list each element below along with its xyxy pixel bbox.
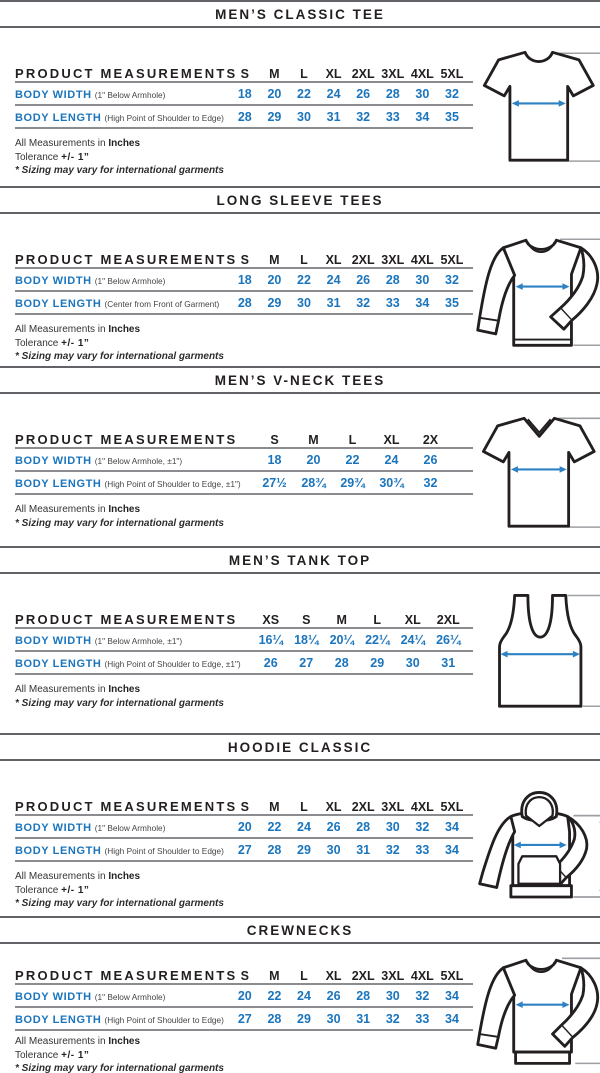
- measurement-value: 26¼: [436, 632, 461, 647]
- measurement-sublabel: (1" Below Armhole): [94, 89, 166, 100]
- measurement-value: 26: [326, 819, 341, 834]
- measurement-value: 28: [267, 842, 282, 857]
- units-note-unit: Inches: [108, 1036, 141, 1047]
- measurement-value: 27: [299, 655, 314, 670]
- size-column-header: L: [300, 800, 308, 814]
- units-note: [15, 1035, 473, 1049]
- measurements-table: [15, 244, 473, 315]
- measurement-label: BODY WIDTH: [15, 634, 92, 647]
- garment-illustration: [473, 40, 600, 186]
- size-chart-section: [0, 733, 600, 916]
- tolerance-value: +/- 1”: [61, 884, 90, 896]
- measurement-label-cell: [15, 294, 230, 312]
- size-column-header: M: [269, 67, 280, 81]
- measurement-value: 26: [263, 655, 278, 670]
- measurement-value: 22: [267, 819, 282, 834]
- measurement-value: 30: [297, 295, 311, 310]
- size-column-header: 2XL: [351, 67, 375, 81]
- measurement-value: 35: [445, 295, 459, 310]
- measurement-value: 32: [445, 86, 459, 101]
- measurement-value: 28: [334, 655, 349, 670]
- measurement-value: 32: [385, 1011, 400, 1026]
- size-column-header: L: [300, 67, 308, 81]
- units-note-prefix: All Measurements in: [15, 684, 106, 695]
- sizing-disclaimer: * Sizing may vary for international garments: [15, 898, 224, 909]
- hoodie-icon: [473, 773, 600, 915]
- measurement-value: 30: [415, 86, 430, 101]
- measurement-value: 29: [297, 1011, 311, 1026]
- measurement-value: 29: [267, 295, 282, 310]
- measurement-value: 32: [423, 475, 438, 490]
- section-title: MEN’S CLASSIC TEE: [215, 6, 385, 22]
- measurement-label: BODY WIDTH: [15, 274, 92, 287]
- measurement-value: 34: [445, 1011, 459, 1026]
- measurement-value: 24: [297, 819, 311, 834]
- measurements-table: [15, 791, 473, 862]
- measurement-value: 32: [415, 988, 430, 1003]
- measurement-value: 29: [267, 109, 282, 124]
- measurement-value: 24: [326, 272, 341, 287]
- measurement-value: 20¼: [329, 632, 354, 647]
- measurement-value: 32: [356, 109, 371, 124]
- measurement-label: BODY WIDTH: [15, 454, 92, 467]
- size-column-header: S: [270, 433, 279, 447]
- tolerance-label: Tolerance: [15, 151, 59, 163]
- measurement-label-cell: [15, 818, 230, 836]
- size-column-header: 4XL: [410, 969, 434, 983]
- measurement-value: 32: [356, 295, 371, 310]
- measurement-value: 18: [237, 86, 252, 101]
- measurement-label: BODY WIDTH: [15, 88, 92, 101]
- measurement-label: BODY LENGTH: [15, 477, 102, 490]
- size-column-header: L: [348, 433, 357, 447]
- tolerance-note: [15, 884, 473, 898]
- size-column-header: 4XL: [410, 67, 434, 81]
- size-column-header: S: [240, 969, 249, 983]
- size-chart-section: [0, 916, 600, 1073]
- sizing-disclaimer: * Sizing may vary for international garments: [15, 517, 224, 529]
- size-chart-section: [0, 366, 600, 546]
- table-header-row: [15, 791, 473, 816]
- size-column-header: 2XL: [351, 800, 375, 814]
- size-column-header: M: [269, 969, 280, 983]
- measurement-label: BODY WIDTH: [15, 990, 92, 1003]
- size-column-header: 2XL: [351, 253, 375, 267]
- measurement-value: 30: [326, 842, 341, 857]
- measurement-label-cell: [15, 474, 255, 492]
- size-column-header: 2X: [422, 433, 439, 447]
- measurement-value: 22: [297, 272, 311, 287]
- measurement-value: 26: [356, 86, 371, 101]
- measurement-value: 28: [237, 109, 252, 124]
- table-header-label: PRODUCT MEASUREMENTS: [15, 968, 238, 983]
- measurement-value: 30: [385, 819, 400, 834]
- size-chart-section: [0, 0, 600, 186]
- measurement-value: 30: [415, 272, 430, 287]
- measurement-value: 34: [445, 819, 459, 834]
- measurement-label-cell: [15, 451, 255, 469]
- tolerance-label: Tolerance: [15, 337, 59, 349]
- section-header: [0, 733, 600, 761]
- measurement-label: BODY LENGTH: [15, 844, 102, 857]
- measurements-table: [15, 604, 473, 675]
- section-title: MEN’S TANK TOP: [228, 552, 372, 568]
- section-content: [0, 214, 600, 366]
- measurements-table: [15, 58, 473, 129]
- size-column-header: S: [302, 613, 311, 627]
- units-note: [15, 323, 473, 337]
- tolerance-value: +/- 1”: [61, 151, 90, 163]
- size-chart-section: [0, 186, 600, 366]
- size-column-header: XL: [325, 800, 342, 814]
- units-note-unit: Inches: [108, 504, 141, 515]
- measurement-value: 27: [237, 842, 252, 857]
- measurement-label: BODY LENGTH: [15, 1013, 102, 1026]
- longsleeve-icon: [473, 226, 600, 366]
- size-column-header: 5XL: [440, 969, 464, 983]
- measurement-value: 32: [385, 842, 400, 857]
- section-content: [0, 761, 600, 916]
- size-column-header: XL: [325, 67, 342, 81]
- measurement-value: 30: [297, 109, 311, 124]
- measurement-sublabel: (1" Below Armhole): [94, 822, 166, 833]
- size-column-header: XS: [262, 613, 280, 627]
- size-column-header: XL: [404, 613, 421, 627]
- table-notes: [15, 137, 473, 178]
- measurement-value: 20: [237, 819, 252, 834]
- measurement-value: 31: [356, 1011, 371, 1026]
- size-column-header: M: [308, 433, 319, 447]
- size-column-header: XL: [325, 253, 342, 267]
- measurement-value: 34: [445, 988, 459, 1003]
- section-header: [0, 0, 600, 28]
- table-notes: [15, 323, 473, 364]
- measurement-value: 20: [267, 272, 282, 287]
- measurement-value: 31: [441, 655, 456, 670]
- measurement-value: 22: [297, 86, 311, 101]
- section-title: CREWNECKS: [246, 922, 354, 938]
- measurement-value: 31: [326, 295, 341, 310]
- tolerance-value: +/- 1”: [61, 1049, 90, 1061]
- size-column-header: 5XL: [440, 253, 464, 267]
- garment-illustration: [473, 946, 600, 1073]
- measurement-value: 18¼: [294, 632, 319, 647]
- measurement-value: 34: [445, 842, 459, 857]
- measurement-value: 30: [385, 988, 400, 1003]
- measurement-value: 33: [415, 842, 430, 857]
- table-row: [15, 652, 473, 675]
- units-note-prefix: All Measurements in: [15, 324, 106, 335]
- measurement-value: 31: [356, 842, 371, 857]
- garment-illustration: [473, 773, 600, 916]
- table-header-label: PRODUCT MEASUREMENTS: [15, 612, 238, 627]
- table-header-row: [15, 960, 473, 985]
- table-header-label: PRODUCT MEASUREMENTS: [15, 799, 238, 814]
- measurement-value: 27: [237, 1011, 252, 1026]
- table-header-row: [15, 244, 473, 269]
- size-column-header: XL: [325, 969, 342, 983]
- section-content: [0, 394, 600, 546]
- size-column-header: 4XL: [410, 253, 434, 267]
- section-content: [0, 944, 600, 1073]
- measurement-label-cell: [15, 987, 230, 1005]
- measurement-value: 32: [445, 272, 459, 287]
- measurement-label: BODY LENGTH: [15, 657, 102, 670]
- measurement-value: 28¾: [301, 475, 326, 490]
- measurement-label-cell: [15, 271, 230, 289]
- size-column-header: 4XL: [410, 800, 434, 814]
- table-notes: [15, 683, 473, 710]
- measurement-value: 30: [326, 1011, 341, 1026]
- units-note-unit: Inches: [108, 684, 141, 695]
- size-column-header: M: [269, 253, 280, 267]
- units-note-unit: Inches: [108, 324, 141, 335]
- size-column-header: 5XL: [440, 800, 464, 814]
- measurement-value: 35: [445, 109, 459, 124]
- section-title: LONG SLEEVE TEES: [216, 192, 384, 208]
- table-row: [15, 1008, 473, 1031]
- measurement-label: BODY LENGTH: [15, 297, 102, 310]
- measurement-sublabel: (1" Below Armhole, ±1"): [94, 455, 183, 466]
- measurement-value: 28: [237, 295, 252, 310]
- measurement-value: 30¾: [379, 475, 404, 490]
- measurement-sublabel: (High Point of Shoulder to Edge): [104, 112, 224, 123]
- measurement-value: 28: [385, 86, 400, 101]
- measurement-value: 24: [384, 452, 399, 467]
- measurement-sublabel: (1" Below Armhole): [94, 275, 166, 286]
- crewneck-icon: [473, 946, 600, 1073]
- measurement-value: 18: [237, 272, 252, 287]
- measurement-value: 24¼: [400, 632, 425, 647]
- table-notes: [15, 503, 473, 530]
- tolerance-note: [15, 337, 473, 351]
- section-header: [0, 186, 600, 214]
- sizing-disclaimer: * Sizing may vary for international garments: [15, 165, 224, 176]
- measurement-value: 33: [415, 1011, 430, 1026]
- measurement-value: 28: [356, 988, 371, 1003]
- sizing-disclaimer: * Sizing may vary for international garments: [15, 1063, 224, 1073]
- section-content: [0, 28, 600, 186]
- measurement-value: 29: [297, 842, 311, 857]
- size-column-header: 3XL: [381, 800, 405, 814]
- tolerance-note: [15, 1049, 473, 1063]
- measurement-value: 32: [415, 819, 430, 834]
- section-header: [0, 546, 600, 574]
- units-note-prefix: All Measurements in: [15, 504, 106, 515]
- measurement-value: 28: [356, 819, 371, 834]
- measurement-value: 22: [345, 452, 360, 467]
- section-header: [0, 916, 600, 944]
- measurement-sublabel: (High Point of Shoulder to Edge): [104, 845, 224, 856]
- table-row: [15, 629, 473, 652]
- measurement-value: 20: [267, 86, 282, 101]
- measurement-label-cell: [15, 85, 230, 103]
- measurement-label: BODY LENGTH: [15, 111, 102, 124]
- units-note-unit: Inches: [108, 871, 141, 882]
- size-column-header: 3XL: [381, 67, 405, 81]
- size-chart-section: [0, 546, 600, 733]
- measurement-sublabel: (High Point of Shoulder to Edge, ±1"): [104, 658, 241, 669]
- measurement-label-cell: [15, 654, 253, 672]
- table-notes: [15, 1035, 473, 1073]
- table-row: [15, 269, 473, 292]
- table-header-row: [15, 604, 473, 629]
- size-column-header: L: [300, 969, 308, 983]
- measurement-value: 34: [415, 109, 430, 124]
- size-column-header: 2XL: [436, 613, 460, 627]
- measurement-value: 24: [297, 988, 311, 1003]
- table-row: [15, 83, 473, 106]
- units-note-prefix: All Measurements in: [15, 1036, 106, 1047]
- measurement-value: 33: [385, 109, 400, 124]
- section-title: HOODIE CLASSIC: [227, 739, 373, 755]
- measurement-value: 28: [385, 272, 400, 287]
- units-note-prefix: All Measurements in: [15, 871, 106, 882]
- measurement-value: 30: [405, 655, 420, 670]
- size-column-header: M: [336, 613, 347, 627]
- measurement-label-cell: [15, 108, 230, 126]
- table-row: [15, 472, 473, 495]
- measurement-label-cell: [15, 1010, 230, 1028]
- measurement-label-cell: [15, 631, 253, 649]
- table-row: [15, 292, 473, 315]
- tee-icon: [473, 40, 600, 182]
- measurement-value: 34: [415, 295, 430, 310]
- size-column-header: 5XL: [440, 67, 464, 81]
- measurement-value: 33: [385, 295, 400, 310]
- garment-illustration: [473, 406, 600, 546]
- size-column-header: 3XL: [381, 969, 405, 983]
- garment-illustration: [473, 586, 600, 733]
- units-note: [15, 683, 473, 697]
- section-content: [0, 574, 600, 733]
- table-row: [15, 816, 473, 839]
- table-header-row: [15, 424, 473, 449]
- units-note: [15, 870, 473, 884]
- measurements-table: [15, 960, 473, 1031]
- measurement-value: 20: [306, 452, 321, 467]
- size-column-header: S: [240, 253, 249, 267]
- measurement-label-cell: [15, 841, 230, 859]
- tolerance-label: Tolerance: [15, 884, 59, 896]
- section-header: [0, 366, 600, 394]
- size-column-header: XL: [383, 433, 400, 447]
- measurement-value: 29¾: [340, 475, 365, 490]
- sizing-disclaimer: * Sizing may vary for international garments: [15, 697, 224, 709]
- measurement-value: 26: [423, 452, 438, 467]
- measurement-sublabel: (1" Below Armhole, ±1"): [94, 635, 183, 646]
- measurement-value: 26: [326, 988, 341, 1003]
- size-column-header: S: [240, 67, 249, 81]
- tank-icon: [473, 586, 600, 728]
- measurement-value: 26: [356, 272, 371, 287]
- garment-illustration: [473, 226, 600, 366]
- table-row: [15, 449, 473, 472]
- units-note-unit: Inches: [108, 138, 141, 149]
- measurement-sublabel: (Center from Front of Garment): [104, 298, 220, 309]
- table-header-label: PRODUCT MEASUREMENTS: [15, 432, 238, 447]
- measurement-value: 24: [326, 86, 341, 101]
- size-column-header: L: [373, 613, 382, 627]
- units-note: [15, 137, 473, 151]
- table-row: [15, 106, 473, 129]
- sizing-disclaimer: * Sizing may vary for international garments: [15, 351, 224, 362]
- measurement-value: 20: [237, 988, 252, 1003]
- size-column-header: L: [300, 253, 308, 267]
- measurement-value: 16¼: [258, 632, 283, 647]
- size-column-header: M: [269, 800, 280, 814]
- measurement-sublabel: (1" Below Armhole): [94, 991, 166, 1002]
- units-note: [15, 503, 473, 517]
- measurement-value: 31: [326, 109, 341, 124]
- measurement-sublabel: (High Point of Shoulder to Edge, ±1"): [104, 478, 241, 489]
- size-column-header: S: [240, 800, 249, 814]
- measurement-value: 27½: [262, 475, 287, 490]
- tolerance-value: +/- 1”: [61, 337, 90, 349]
- measurement-label: BODY WIDTH: [15, 821, 92, 834]
- table-row: [15, 985, 473, 1008]
- section-title: MEN’S V-NECK TEES: [214, 372, 386, 388]
- size-column-header: 2XL: [351, 969, 375, 983]
- table-header-label: PRODUCT MEASUREMENTS: [15, 66, 238, 81]
- tolerance-note: [15, 151, 473, 165]
- measurement-value: 22: [267, 988, 282, 1003]
- measurement-value: 29: [370, 655, 385, 670]
- measurement-value: 18: [267, 452, 282, 467]
- measurement-sublabel: (High Point of Shoulder to Edge): [104, 1014, 224, 1025]
- units-note-prefix: All Measurements in: [15, 138, 106, 149]
- measurement-value: 28: [267, 1011, 282, 1026]
- measurements-table: [15, 424, 473, 495]
- size-column-header: 3XL: [381, 253, 405, 267]
- vneck-icon: [473, 406, 600, 546]
- table-row: [15, 839, 473, 862]
- table-notes: [15, 870, 473, 911]
- table-header-label: PRODUCT MEASUREMENTS: [15, 252, 238, 267]
- measurement-value: 22¼: [365, 632, 390, 647]
- table-header-row: [15, 58, 473, 83]
- tolerance-label: Tolerance: [15, 1049, 59, 1061]
